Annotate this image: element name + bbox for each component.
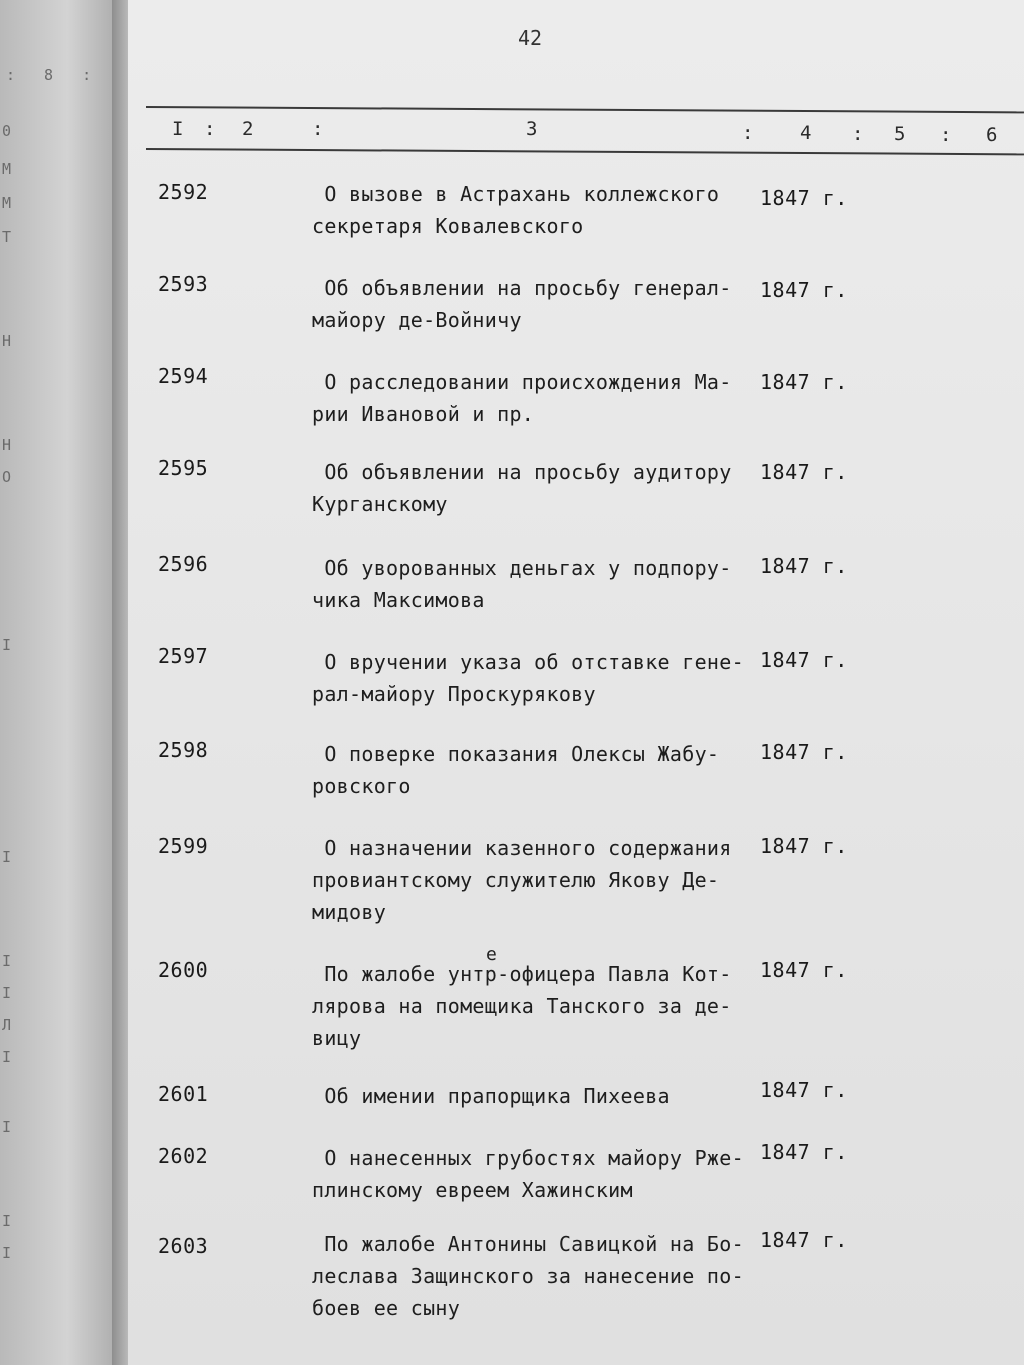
left-margin-mark: I: [2, 1212, 12, 1230]
entry-year: 1847 г.: [760, 186, 848, 210]
left-margin-mark: М: [2, 160, 12, 178]
entry-number: 2593: [158, 272, 209, 296]
entry-description: О назначении казенного содержания провиантскому служителю Якову Де- мидову: [312, 836, 732, 924]
entry-number: 2595: [158, 456, 209, 480]
left-margin-mark: Н: [2, 332, 12, 350]
page-number: 42: [518, 26, 543, 50]
entry-year: 1847 г.: [760, 460, 848, 484]
entry-description: Об объявлении на просьбу генерал- майору де-Войничу: [312, 276, 732, 332]
entry-year: 1847 г.: [760, 958, 848, 982]
left-page-edge: [0, 0, 122, 1365]
column-header-4: 4: [800, 122, 812, 144]
entry-description: О расследовании происхождения Ма- рии Ивановой и пр.: [312, 370, 732, 426]
left-margin-mark: Л: [2, 1016, 12, 1034]
entry-number: 2603: [158, 1234, 209, 1258]
entry-description: Об уворованных деньгах у подпору- чика Максимова: [312, 556, 732, 612]
left-margin-mark: О: [2, 468, 12, 486]
entry-number: 2597: [158, 644, 209, 668]
handwritten-correction: е: [486, 944, 497, 965]
entry-year: 1847 г.: [760, 278, 848, 302]
entry-description: О вручении указа об отставке гене- рал-майору Проскурякову: [312, 650, 744, 706]
left-margin-mark: I: [2, 1118, 12, 1136]
entry-number: 2596: [158, 552, 209, 576]
left-margin-mark: I: [2, 848, 12, 866]
entry-description: По жалобе Антонины Савицкой на Бо- леслава Защинского за нанесение по- боев ее сыну: [312, 1232, 744, 1320]
left-margin-mark: Н: [2, 436, 12, 454]
entry-number: 2592: [158, 180, 209, 204]
left-margin-mark: I: [2, 636, 12, 654]
left-margin-mark: I: [2, 984, 12, 1002]
entry-number: 2600: [158, 958, 209, 982]
entry-description: О поверке показания Олексы Жабу- ровского: [312, 742, 720, 798]
left-margin-mark: I: [2, 1244, 12, 1262]
entry-year: 1847 г.: [760, 1228, 848, 1252]
left-margin-mark: М: [2, 194, 12, 212]
column-separator: :: [940, 124, 952, 146]
left-margin-mark: Т: [2, 228, 12, 246]
column-separator: :: [742, 122, 754, 144]
left-margin-mark: I: [2, 1048, 12, 1066]
column-header-1: I: [172, 118, 184, 140]
entry-description: Об имении прапорщика Пихеева: [312, 1084, 670, 1108]
left-margin-mark: 0: [2, 122, 12, 140]
entry-description: Об объявлении на просьбу аудитору Курганскому: [312, 460, 732, 516]
entry-number: 2601: [158, 1082, 209, 1106]
column-header-3: 3: [526, 118, 538, 140]
entry-year: 1847 г.: [760, 834, 848, 858]
entry-year: 1847 г.: [760, 1140, 848, 1164]
entry-year: 1847 г.: [760, 740, 848, 764]
column-separator: :: [312, 118, 324, 140]
left-page-header: : 8 :: [6, 66, 102, 84]
column-separator: :: [204, 118, 216, 140]
entry-description: О нанесенных грубостях майору Рже- плинскому евреем Хажинским: [312, 1146, 744, 1202]
column-header-5: 5: [894, 123, 906, 145]
entry-year: 1847 г.: [760, 648, 848, 672]
entry-year: 1847 г.: [760, 370, 848, 394]
column-header-6: 6: [986, 124, 998, 146]
column-header-2: 2: [242, 118, 254, 140]
entry-description: По жалобе унтр-офицера Павла Кот- лярова на помещика Танского за де- вицу: [312, 962, 732, 1050]
left-margin-mark: I: [2, 952, 12, 970]
entry-description: О вызове в Астрахань коллежского секретаря Ковалевского: [312, 182, 720, 238]
entry-year: 1847 г.: [760, 554, 848, 578]
column-separator: :: [852, 123, 864, 145]
entry-number: 2598: [158, 738, 209, 762]
entry-number: 2599: [158, 834, 209, 858]
entry-year: 1847 г.: [760, 1078, 848, 1102]
entry-number: 2594: [158, 364, 209, 388]
entry-number: 2602: [158, 1144, 209, 1168]
